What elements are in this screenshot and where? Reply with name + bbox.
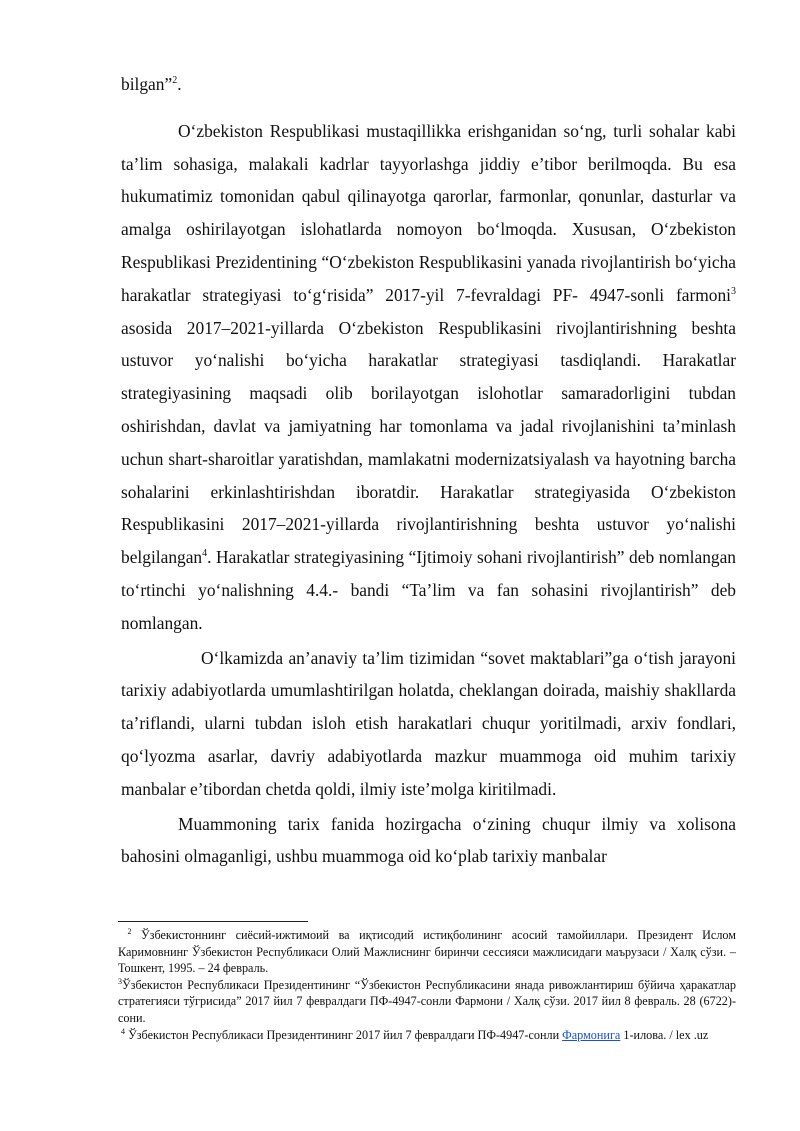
footnote-3 <box>118 977 736 1027</box>
paragraph-problem: Muammoning tarix fanida hozirgacha o‘zining chuqur ilmiy va xolisona bahosini olmaganligi, ushbu muammoga oid ko‘plab tarixiy manbalar <box>121 813 736 867</box>
text-span: bilgan” <box>121 74 173 94</box>
text-span: . Harakatlar strategiyasining “Ijtimoiy sohani rivojlantirish” deb nomlangan to‘rtinchi yo‘nalishning 4.4.- bandi “Ta’lim va fan sohasini rivojlantirish” deb nomlangan. <box>121 547 736 633</box>
footnotes <box>118 927 736 1043</box>
footnote-4 <box>118 1027 736 1044</box>
decree-link[interactable]: Фармонига <box>562 1027 621 1042</box>
paragraph-strategy <box>121 115 736 640</box>
footnote-ref-4[interactable]: 4 <box>202 548 208 560</box>
footnote-number: 4 <box>121 1026 126 1036</box>
footnote-number: 2 <box>127 926 132 936</box>
text-span: . <box>177 74 182 94</box>
footnote-number: 3 <box>118 976 122 986</box>
footnote-text: Ўзбекистоннинг сиёсий-ижтимоий ва иқтисодий истиқболининг асосий тамойиллари. Президент Ислом Каримовнинг Ўзбекистон Республикаси Олий Мажлиснинг биринчи сессияси мажлисидаги маърузаси / Халқ сўзи. – Тошкент, 1995. – 24 февраль. <box>118 928 737 976</box>
paragraph-soviet-schools: O‘lkamizda an’anaviy ta’lim tizimidan “sovet maktablari”ga o‘tish jarayoni tarixiy adabiyotlarda umumlashtirilgan holatda, cheklangan doirada, maishiy shakllarda ta’riflandi, ularni tubdan isloh etish harakatlari chuqur yoritilmadi, arxiv fondlari, qo‘lyozma asarlar, davriy adabiyotlarda mazkur muammoga oid muhim tarixiy manbalar e’tibordan chetda qoldi, ilmiy iste’molga kiritilmadi. <box>121 647 736 799</box>
footnote-ref-3[interactable]: 3 <box>731 285 736 297</box>
paragraph-continuation <box>121 68 736 101</box>
main-text <box>121 68 736 873</box>
footnote-text: Ўзбекистон Республикаси Президентининг “Ўзбекистон Республикасини янада ривожлантириш бўйича ҳаракатлар стратегияси тўгрисида” 2017 йил 7 февралдаги ПФ-4947-сонли Фармони / Халқ сўзи. 2017 йил 8 февраль. 28 (6722)-сони. <box>118 977 736 1025</box>
footnote-text: 1-илова. / lex .uz <box>623 1027 709 1042</box>
footnote-2 <box>118 927 736 977</box>
footnote-ref-2[interactable]: 2 <box>172 75 178 87</box>
text-span: asosida 2017–2021-yillarda O‘zbekiston Respublikasini rivojlantirishning beshta ustuvor yo‘nalishi bo‘yicha harakatlar strategiyasi tasdiqlandi. Harakatlar strategiyasining maqsadi olib borilayotgan islohotlar samaradorligini tubdan oshirishdan, davlat va jamiyatning har tomonlama va jadal rivojlanishini ta’minlash uchun shart-sharoitlar yaratishdan, mamlakatni modernizatsiyalash va hayotning barcha sohalarini erkinlashtirishdan iboratdir. Harakatlar strategiyasida O‘zbekiston Respublikasini 2017–2021-yillarda rivojlantirishning beshta ustuvor yo‘nalishi belgilangan <box>121 317 736 568</box>
footnote-separator <box>118 921 308 922</box>
footnote-text: Ўзбекистон Республикаси Президентининг 2017 йил 7 февралдаги ПФ-4947-сонли <box>128 1027 563 1042</box>
text-span: O‘zbekiston Respublikasi mustaqillikka erishganidan so‘ng, turli sohalar kabi ta’lim sohasiga, malakali kadrlar tayyorlashga jiddiy e’tibor berilmoqda. Bu esa hukumatimiz tomonidan qabul qilinayotga qarorlar, farmonlar, qonunlar, dasturlar va amalga oshirilayotgan islohatlarda nomoyon bo‘lmoqda. Xususan, O‘zbekiston Respublikasi Prezidentining “O‘zbekiston Respublikasini yanada rivojlantirish bo‘yicha harakatlar strategiyasi to‘g‘risida” 2017-yil 7-fevraldagi PF- 4947-sonli farmoni <box>121 120 736 305</box>
